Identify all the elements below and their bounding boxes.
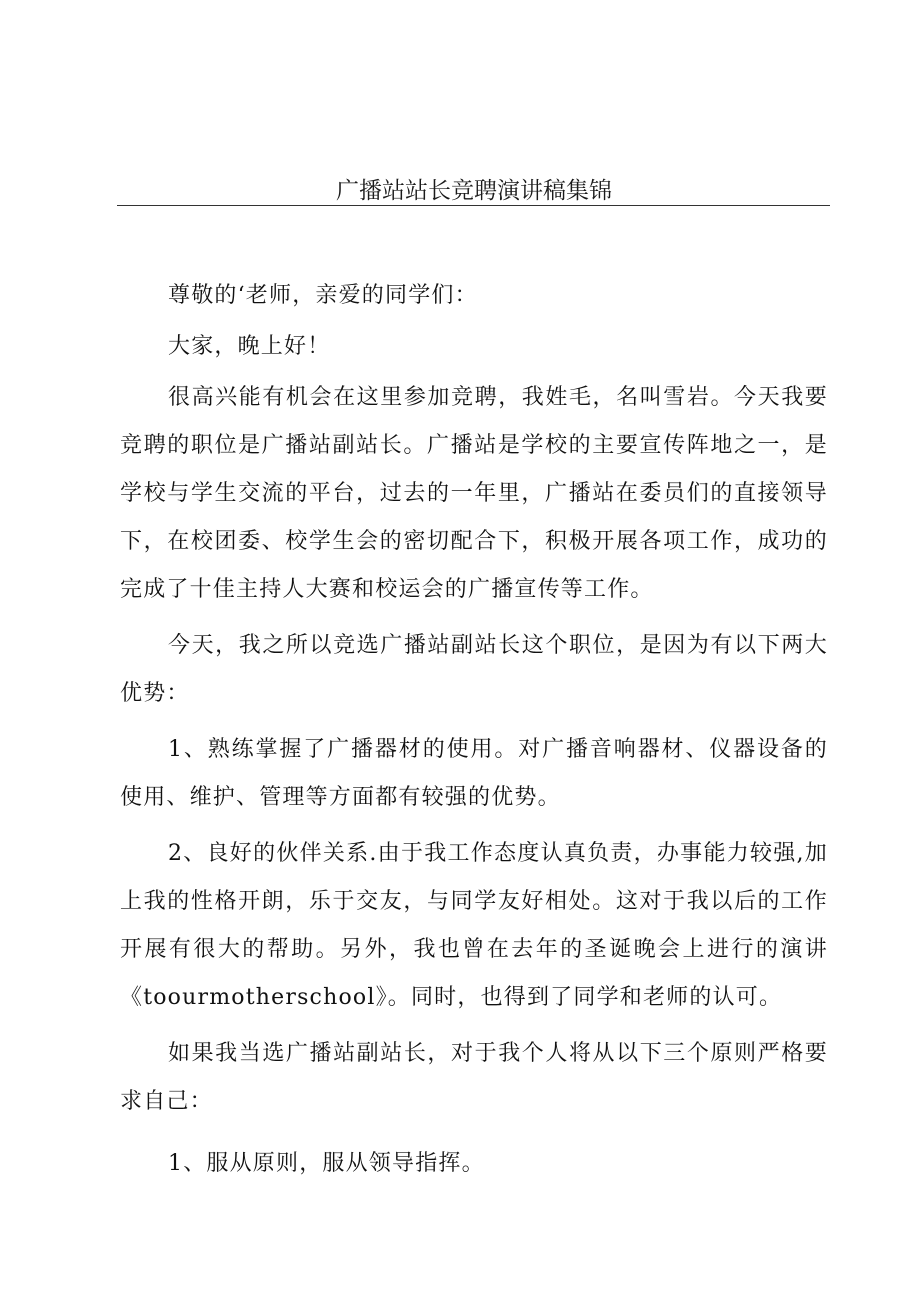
- document-title: 广播站站长竞聘演讲稿集锦: [336, 178, 612, 204]
- title-underline: [117, 205, 830, 206]
- advantages-intro-paragraph: 今天，我之所以竞选广播站副站长这个职位，是因为有以下两大优势：: [120, 633, 828, 706]
- salutation-paragraph: 大家，晚上好！: [168, 334, 331, 359]
- intro-paragraph: 很高兴能有机会在这里参加竞聘，我姓毛，名叫雪岩。今天我要竞聘的职位是广播站副站长。广播站是学校的主要宣传阵地之一，是学校与学生交流的平台，过去的一年里，广播站在委员们的直接领导下，在校团委、校学生会的密切配合下，积极开展各项工作，成功的完成了十佳主持人大赛和校运会的广播宣传等工作。: [120, 385, 828, 602]
- advantage-2-paragraph: 2、良好的伙伴关系.由于我工作态度认真负责，办事能力较强,加上我的性格开朗，乐于交友，与同学友好相处。这对于我以后的工作开展有很大的帮助。另外，我也曾在去年的圣诞晚会上进行的演讲《toourmotherschool》。同时，也得到了同学和老师的认可。: [120, 841, 828, 1010]
- document-body: [120, 272, 828, 1188]
- advantage-1-paragraph: 1、熟练掌握了广播器材的使用。对广播音响器材、仪器设备的使用、维护、管理等方面都有较强的优势。: [120, 737, 828, 810]
- principle-1-paragraph: 1、服从原则，服从领导指挥。: [168, 1151, 485, 1176]
- greeting-paragraph: 尊敬的‘老师，亲爱的同学们：: [168, 283, 478, 308]
- principles-intro-paragraph: 如果我当选广播站副站长，对于我个人将从以下三个原则严格要求自己：: [120, 1041, 828, 1114]
